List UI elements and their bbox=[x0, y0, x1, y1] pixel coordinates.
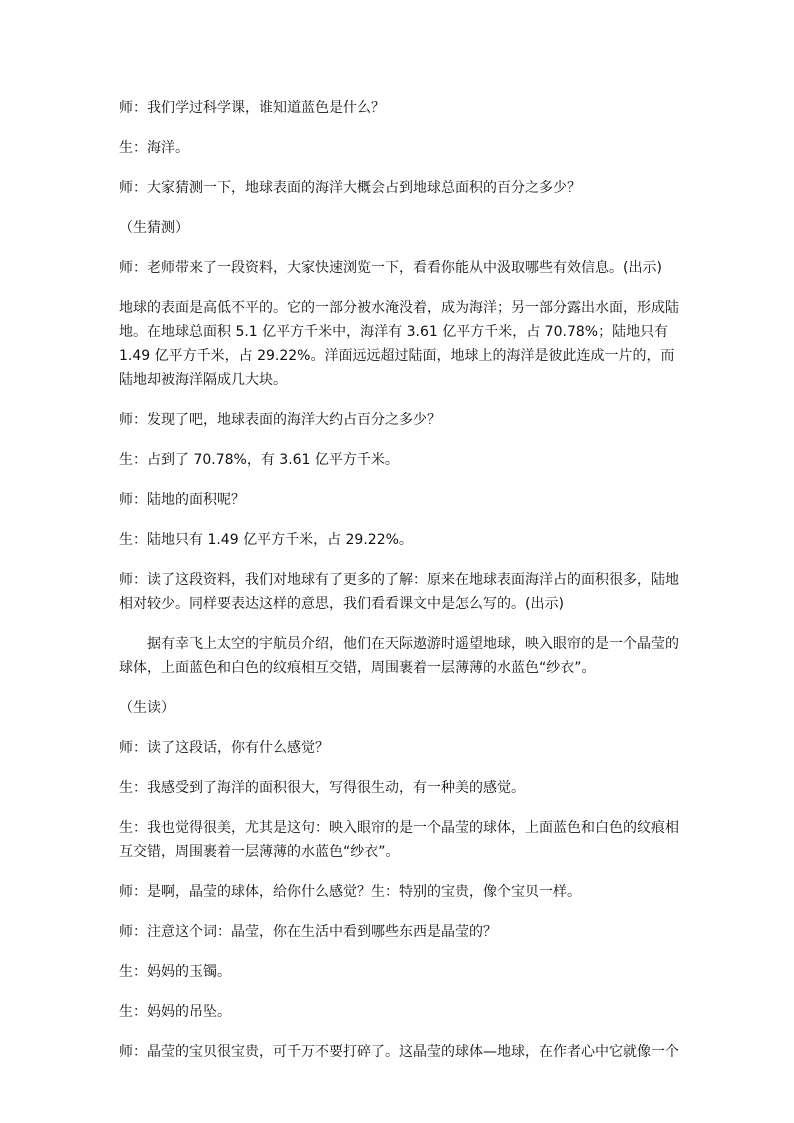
paragraph-20: 生：妈妈的吊坠。 bbox=[119, 1004, 231, 1020]
paragraph-1: 师：我们学过科学课，谁知道蓝色是什么？ bbox=[119, 100, 385, 116]
paragraph-14: 师：读了这段话，你有什么感觉？ bbox=[119, 740, 329, 756]
paragraph-5: 师：老师带来了一段资料，大家快速浏览一下，看看你能从中汲取哪些有效信息。(出示) bbox=[119, 260, 662, 276]
paragraph-4: （生猜测） bbox=[119, 220, 189, 236]
paragraph-21: 师：晶莹的宝贝很宝贵，可千万不要打碎了。这晶莹的球体—地球，在作者心中它就像一个 bbox=[119, 1044, 679, 1060]
paragraph-9: 师：陆地的面积呢？ bbox=[119, 492, 245, 508]
paragraph-17: 师：是啊，晶莹的球体，给你什么感觉？生：特别的宝贵，像个宝贝一样。 bbox=[119, 884, 581, 900]
paragraph-15: 生：我感受到了海洋的面积很大，写得很生动，有一种美的感觉。 bbox=[119, 780, 525, 796]
paragraph-10: 生：陆地只有 1.49 亿平方千米，占 29.22%。 bbox=[119, 532, 413, 548]
paragraph-3: 师：大家猜测一下，地球表面的海洋大概会占到地球总面积的百分之多少？ bbox=[119, 180, 581, 196]
paragraph-11: 师：读了这段资料，我们对地球有了更多的了解：原来在地球表面海洋占的面积很多，陆地相对较少。同样要表达这样的意思，我们看看课文中是怎么写的。(出示) bbox=[119, 572, 679, 612]
paragraph-19: 生：妈妈的玉镯。 bbox=[119, 964, 231, 980]
paragraph-18: 师：注意这个词：晶莹，你在生活中看到哪些东西是晶莹的？ bbox=[119, 924, 497, 940]
paragraph-7: 师：发现了吧，地球表面的海洋大约占百分之多少？ bbox=[119, 412, 441, 428]
paragraph-13: （生读） bbox=[119, 700, 175, 716]
paragraph-8: 生：占到了 70.78%，有 3.61 亿平方千米。 bbox=[119, 452, 399, 468]
paragraph-2: 生：海洋。 bbox=[119, 140, 189, 156]
document-body bbox=[119, 96, 679, 1080]
paragraph-12: 据有幸飞上太空的宇航员介绍，他们在天际遨游时遥望地球，映入眼帘的是一个晶莹的球体，上面蓝色和白色的纹痕相互交错，周围裹着一层薄薄的水蓝色“纱衣”。 bbox=[119, 636, 679, 676]
paragraph-6: 地球的表面是高低不平的。它的一部分被水淹没着，成为海洋；另一部分露出水面，形成陆地。在地球总面积 5.1 亿平方千米中，海洋有 3.61 亿平方千米，占 70.78%；陆地只有 1.49 亿平方千米，占 29.22%。洋面远远超过陆面，地球上的海洋是彼此连成一片的，而陆地却被海洋隔成几大块。 bbox=[119, 300, 679, 388]
paragraph-16: 生：我也觉得很美，尤其是这句：映入眼帘的是一个晶莹的球体，上面蓝色和白色的纹痕相互交错，周围裹着一层薄薄的水蓝色“纱衣”。 bbox=[119, 820, 679, 860]
